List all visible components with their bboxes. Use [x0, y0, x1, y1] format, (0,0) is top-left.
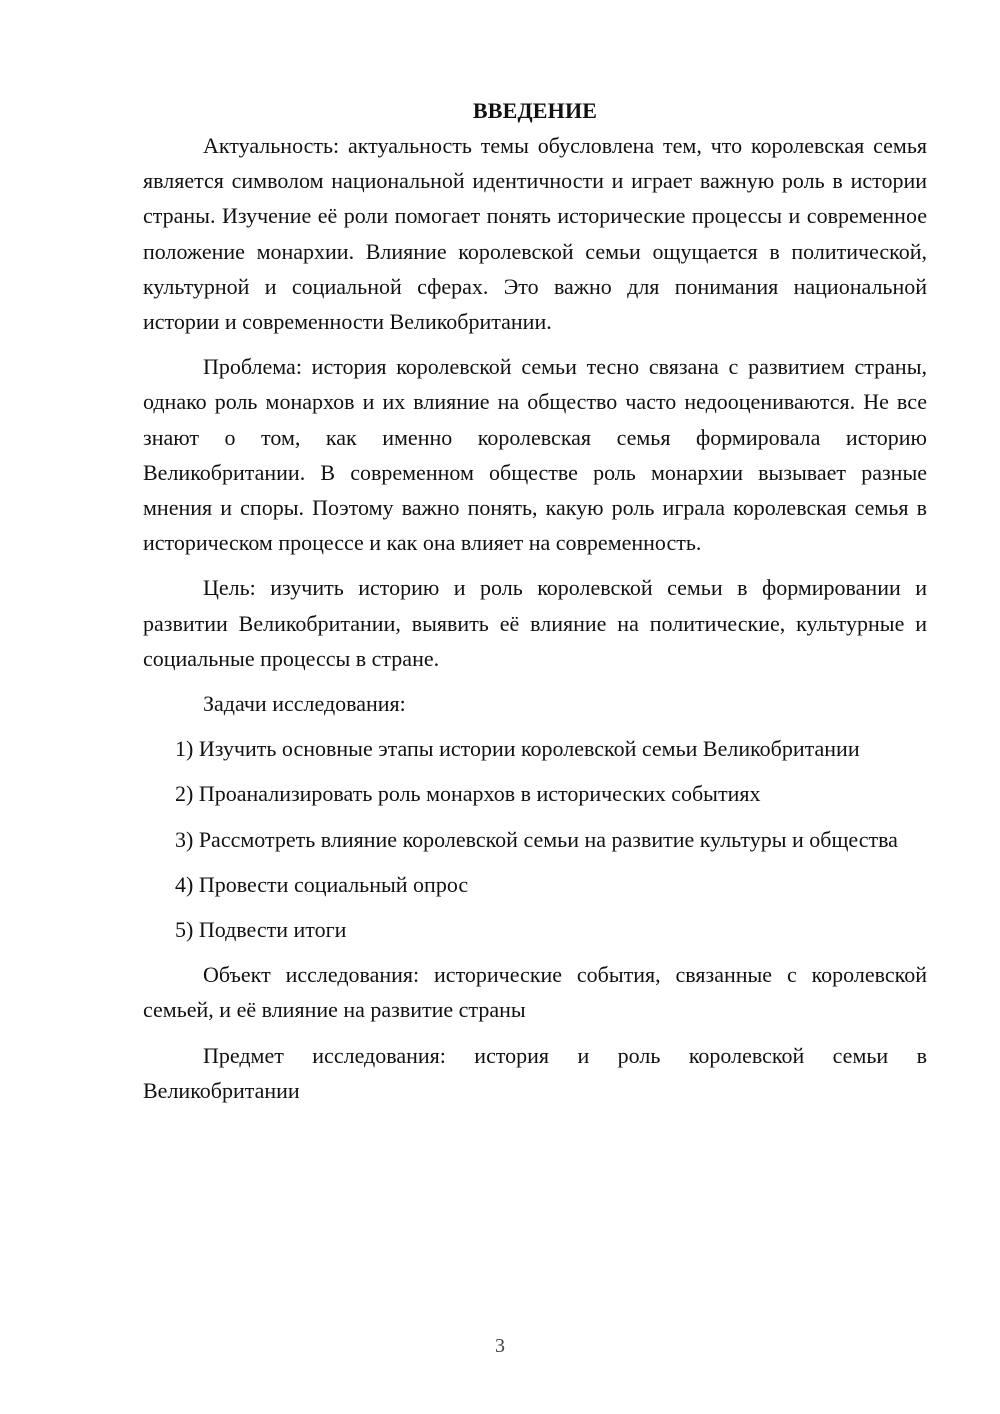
object-paragraph: Объект исследования: исторические события, связанные с королевской семьей, и её влияние на развитие страны	[143, 962, 927, 1023]
tasks-heading: Задачи исследования:	[203, 691, 406, 717]
task-item-3: 3) Рассмотреть влияние королевской семьи на развитие культуры и общества	[175, 826, 898, 852]
task-item-1: 1) Изучить основные этапы истории королевской семьи Великобритании	[175, 736, 860, 762]
document-page	[143, 96, 927, 1118]
page-number: 3	[495, 1335, 505, 1357]
task-item-4: 4) Провести социальный опрос	[175, 871, 469, 897]
task-item-5: 5) Подвести итоги	[175, 917, 347, 943]
task-item-2: 2) Проанализировать роль монархов в исторических событиях	[175, 781, 761, 807]
goal-paragraph: Цель: изучить историю и роль королевской семьи в формировании и развитии Великобритании, выявить её влияние на политические, культурные и социальные процессы в стране.	[143, 575, 927, 671]
section-title: ВВЕДЕНИЕ	[472, 98, 598, 123]
relevance-paragraph: Актуальность: актуальность темы обусловлена тем, что королевская семья является символом национальной идентичности и играет важную роль в истории страны. Изучение её роли помогает понять исторические процессы и современное положение монархии. Влияние королевской семьи ощущается в политической, культурной и социальной сферах. Это важно для понимания национальной истории и современности Великобритании.	[143, 133, 927, 335]
subject-paragraph: Предмет исследования: история и роль королевской семьи в Великобритании	[143, 1042, 927, 1103]
problem-paragraph: Проблема: история королевской семьи тесно связана с развитием страны, однако роль монархов и их влияние на общество часто недооцениваются. Не все знают о том, как именно королевская семья формировала историю Великобритании. В современном обществе роль монархии вызывает разные мнения и споры. Поэтому важно понять, какую роль играла королевская семья в историческом процессе и как она влияет на современность.	[143, 354, 927, 556]
